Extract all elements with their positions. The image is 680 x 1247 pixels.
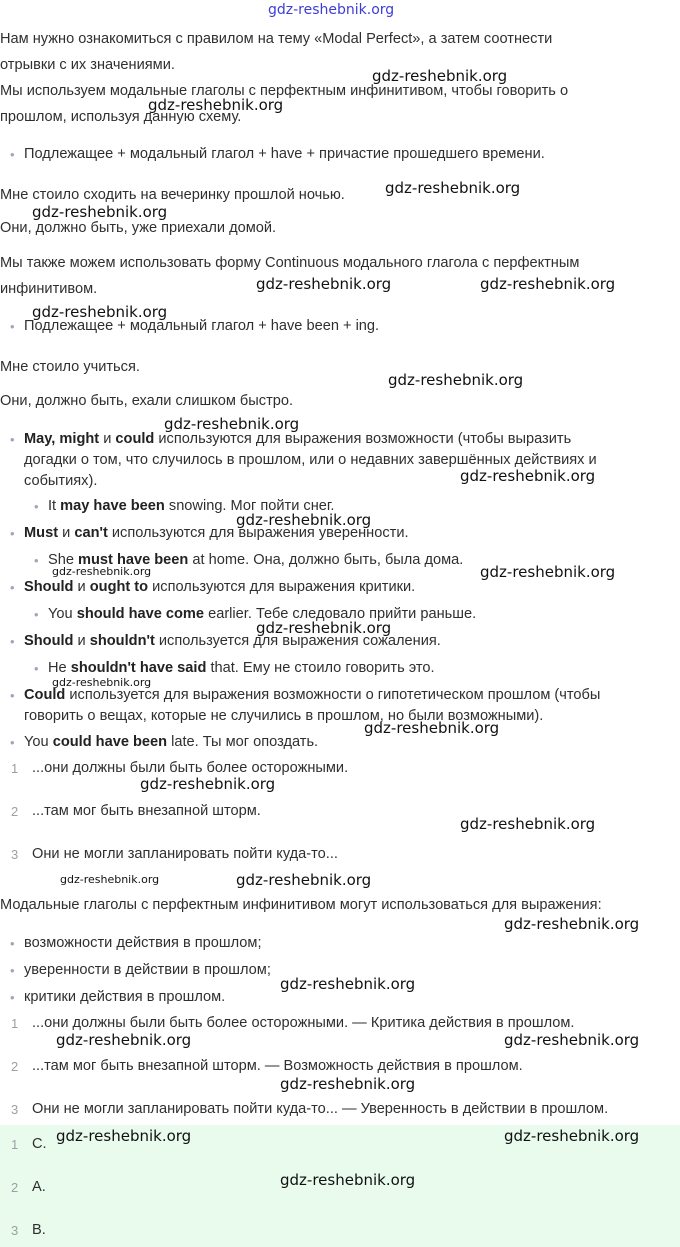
watermark: gdz-reshebnik.org xyxy=(504,1127,640,1145)
watermark: gdz-reshebnik.org xyxy=(280,975,416,993)
watermark: gdz-reshebnik.org xyxy=(480,563,616,581)
watermark: gdz-reshebnik.org xyxy=(56,1031,192,1049)
example-fast: Они, должно быть, ехали слишком быстро. xyxy=(0,393,294,409)
watermark: gdz-reshebnik.org xyxy=(388,371,524,389)
example-party: Мне стоило сходить на вечеринку прошлой ночью. xyxy=(0,187,345,203)
meaning-possibility: • возможности действия в прошлом; xyxy=(24,933,674,954)
watermark: gdz-reshebnik.org xyxy=(148,96,284,114)
rule-must: • Must и can't используются для выражения уверенности. xyxy=(24,523,674,544)
watermark: gdz-reshebnik.org xyxy=(256,619,392,637)
watermark: gdz-reshebnik.org xyxy=(504,915,640,933)
rule-shouldnt: • Should и shouldn't используется для выражения сожаления. xyxy=(24,631,674,652)
example-must: • She must have been at home. Она, должно быть, была дома. xyxy=(48,550,463,571)
watermark: gdz-reshebnik.org xyxy=(504,1031,640,1049)
example-study: Мне стоило учиться. xyxy=(0,359,140,375)
watermark: gdz-reshebnik.org xyxy=(236,871,372,889)
watermark: gdz-reshebnik.org xyxy=(164,415,300,433)
watermark: gdz-reshebnik.org xyxy=(372,67,508,85)
meaning-certainty: • уверенности в действии в прошлом; xyxy=(24,960,674,981)
rule-should: • Should и ought to используются для выражения критики. xyxy=(24,577,674,598)
watermark: gdz-reshebnik.org xyxy=(280,1171,416,1189)
watermark: gdz-reshebnik.org xyxy=(480,275,616,293)
watermark: gdz-reshebnik.org xyxy=(256,275,392,293)
example-shouldnt: • He shouldn't have said that. Ему не стоило говорить это. xyxy=(48,658,435,679)
watermark: gdz-reshebnik.org xyxy=(460,467,596,485)
watermark: gdz-reshebnik.org xyxy=(280,1075,416,1093)
watermark: gdz-reshebnik.org xyxy=(236,511,372,529)
watermark: gdz-reshebnik.org xyxy=(32,203,168,221)
scheme-continuous: • Подлежащее + модальный глагол + have been + ing. xyxy=(24,316,674,337)
example-home: Они, должно быть, уже приехали домой. xyxy=(0,220,277,236)
watermark: gdz-reshebnik.org xyxy=(268,2,395,18)
watermark: gdz-reshebnik.org xyxy=(52,565,152,578)
watermark: gdz-reshebnik.org xyxy=(32,303,168,321)
continuous-text: Мы также можем использовать форму Continuous модального глагола с перфектным инфинитивом. xyxy=(0,255,580,297)
watermark: gdz-reshebnik.org xyxy=(140,775,276,793)
example-should: • You should have come earlier. Тебе следовало прийти раньше. xyxy=(48,604,476,625)
intro-text: Нам нужно ознакомиться с правилом на тему «Modal Perfect», а затем соотнести отрывки с их значениями. Мы используем модальные глаголы с перфектным инфинитивом, чтобы говорить о прошлом, используя данную схему. xyxy=(0,31,569,125)
summary-text: Модальные глаголы с перфектным инфинитивом могут использоваться для выражения: xyxy=(0,897,602,913)
watermark: gdz-reshebnik.org xyxy=(385,179,521,197)
watermark: gdz-reshebnik.org xyxy=(364,719,500,737)
rule-could: • Could используется для выражения возможности о гипотетическом прошлом (чтобы говорить о вещах, которые не случились в прошлом, но были возможными). xyxy=(24,685,674,727)
example-could: • You could have been late. Ты мог опоздать. xyxy=(24,732,674,753)
rule-may-might-could: • May, might и could используются для выражения возможности (чтобы выразить догадки о том, что случилось в прошлом, или о недавних завершённых действиях и событиях). xyxy=(24,429,674,492)
example-may: • It may have been snowing. Мог пойти снег. xyxy=(48,496,335,517)
watermark: gdz-reshebnik.org xyxy=(52,676,152,689)
scheme-perfect: • Подлежащее + модальный глагол + have + причастие прошедшего времени. xyxy=(24,144,674,165)
watermark: gdz-reshebnik.org xyxy=(60,873,160,886)
watermark: gdz-reshebnik.org xyxy=(56,1127,192,1145)
watermark: gdz-reshebnik.org xyxy=(460,815,596,833)
meaning-criticism: • критики действия в прошлом. xyxy=(24,987,674,1008)
